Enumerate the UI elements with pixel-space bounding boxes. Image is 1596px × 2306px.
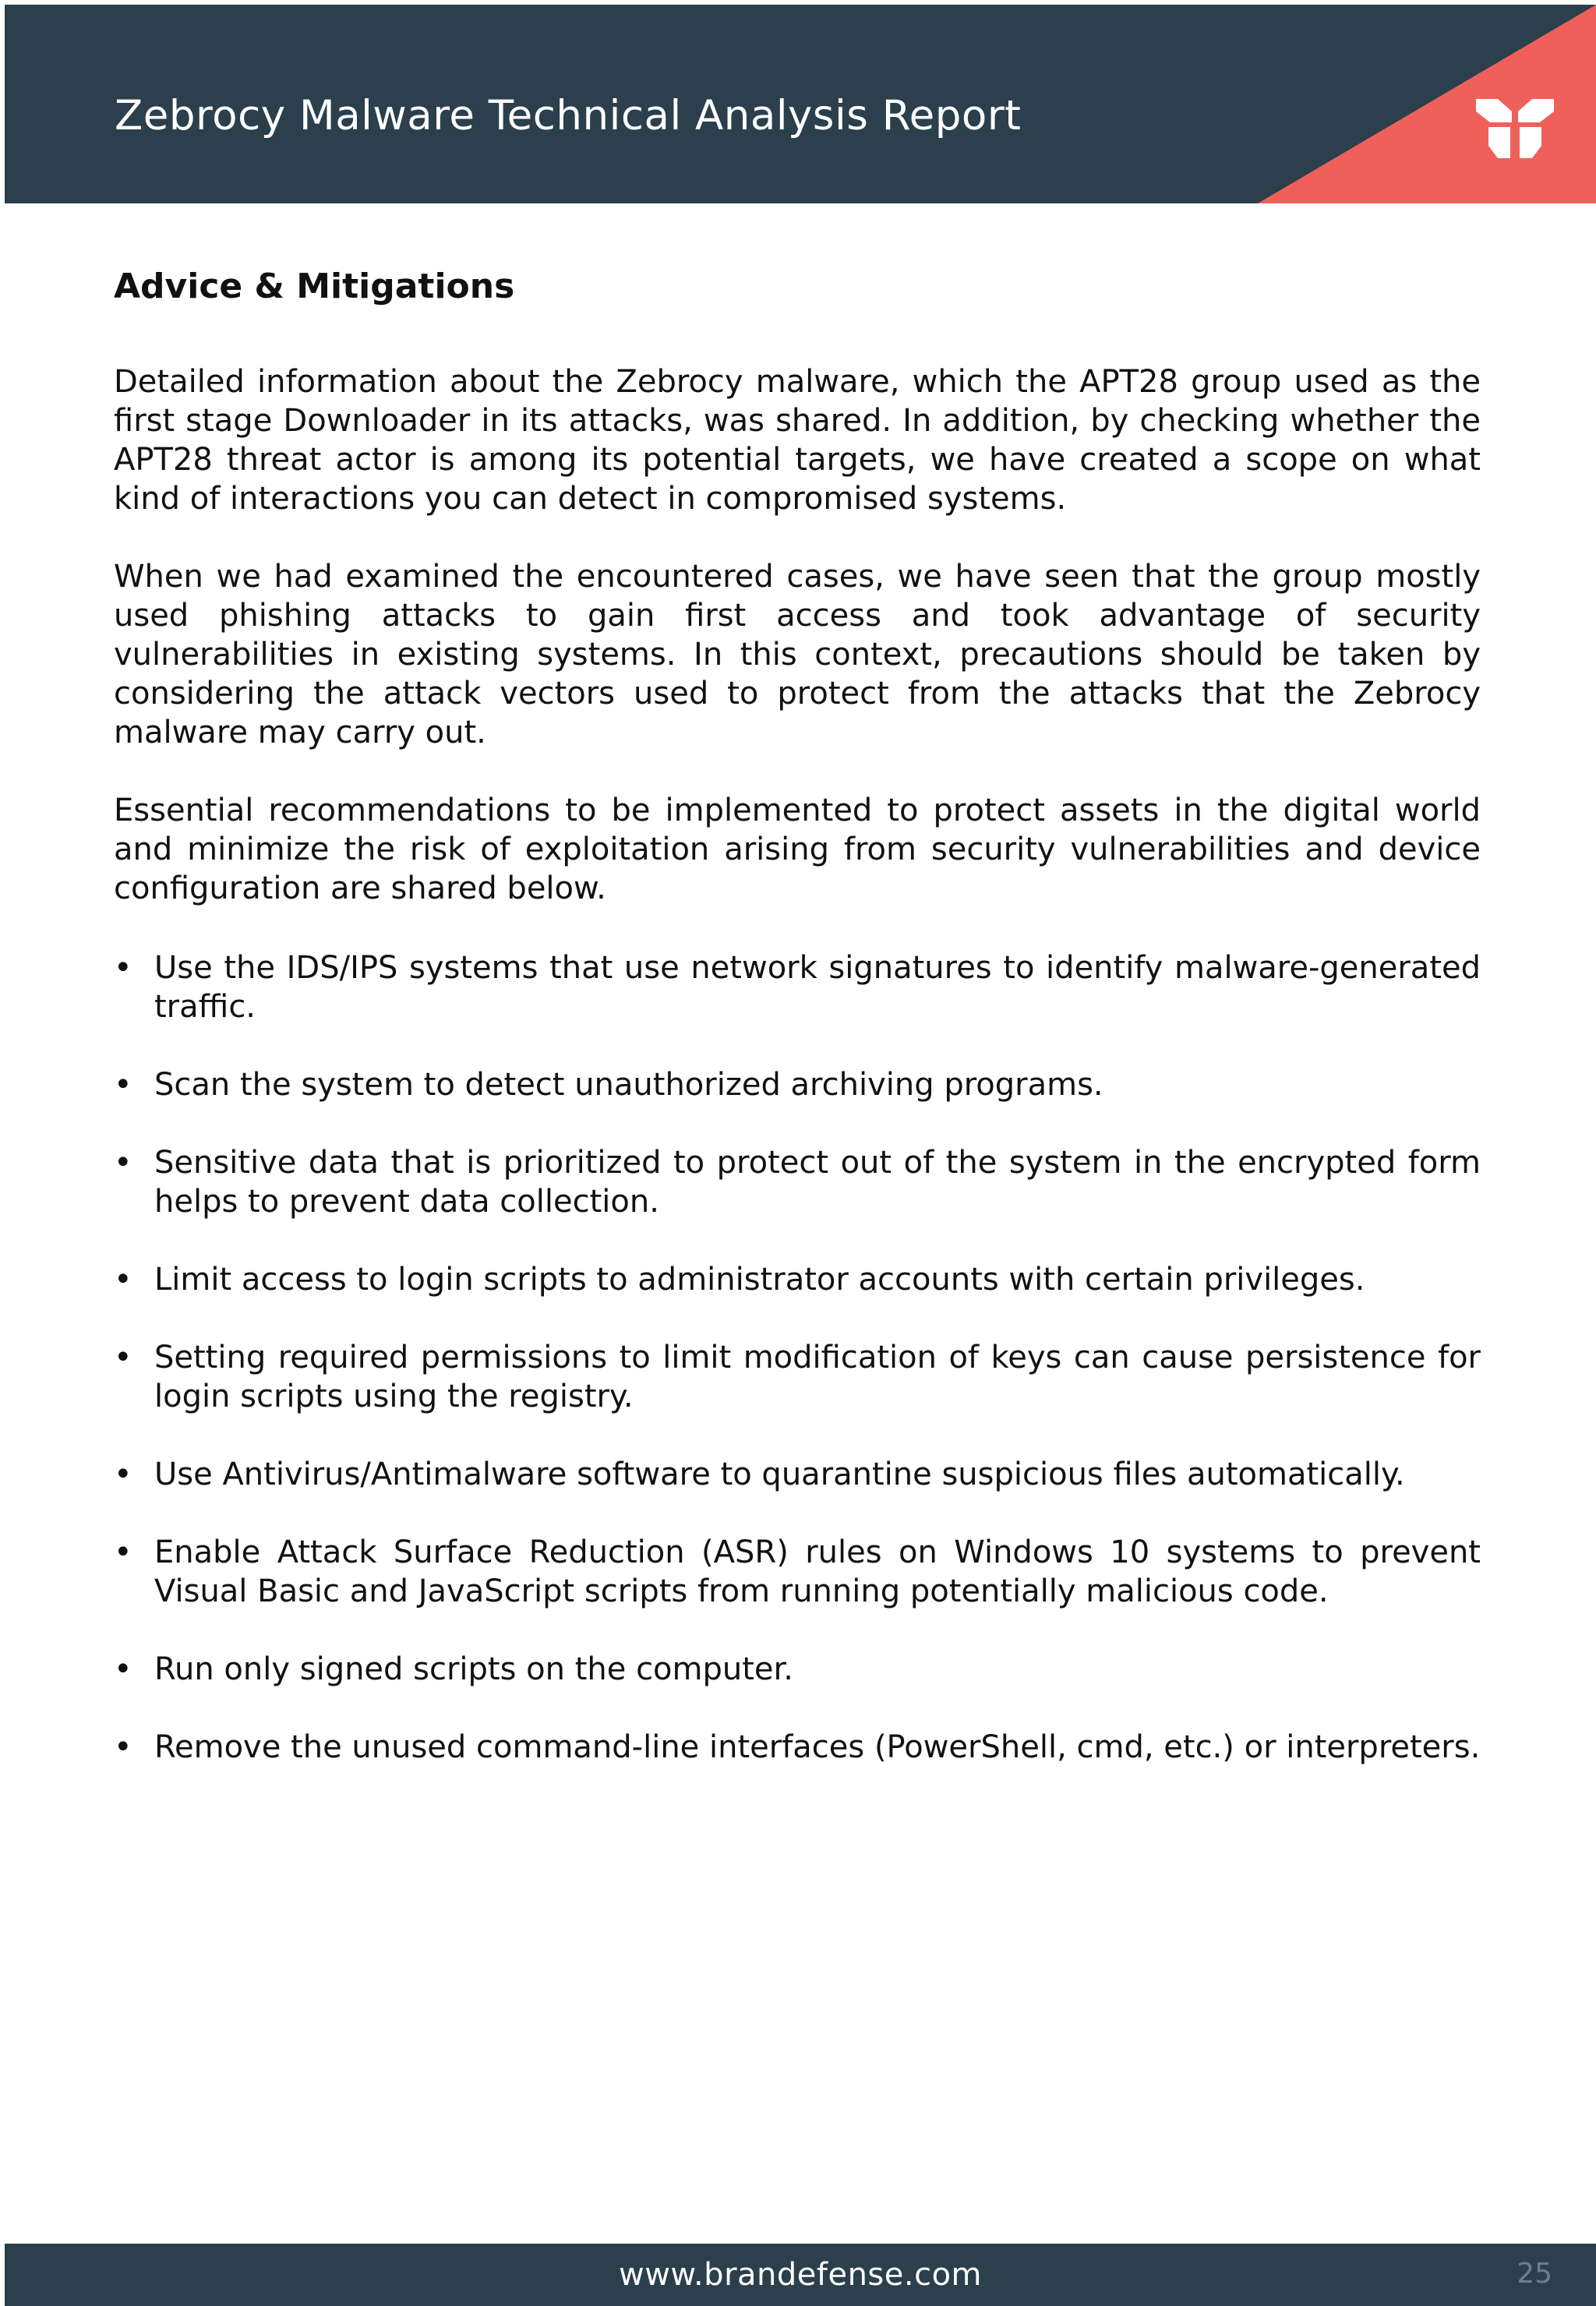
list-item <box>114 1143 1481 1221</box>
recommendations-intro-paragraph: Essential recommendations to be implemented to protect assets in the digital world and minimize the risk of exploitation arising from security vulnerabilities and device configuration are shared below. <box>114 793 1481 906</box>
list-item-text: Sensitive data that is prioritized to protect out of the system in the encrypted form helps to prevent data collection. <box>154 1145 1481 1220</box>
bullet-icon: • <box>114 1729 132 1765</box>
bullet-icon: • <box>114 1262 132 1298</box>
bullet-icon: • <box>114 1340 132 1375</box>
list-item-text: Use the IDS/IPS systems that use network signatures to identify malware-generated traffic. <box>154 950 1481 1025</box>
list-item <box>114 1728 1481 1767</box>
bullet-icon: • <box>114 1651 132 1687</box>
list-item-text: Use Antivirus/Antimalware software to quarantine suspicious files automatically. <box>154 1457 1405 1492</box>
list-item-text: Remove the unused command-line interfaces (PowerShell, cmd, etc.) or interpreters. <box>154 1729 1481 1765</box>
list-item-text: Enable Attack Surface Reduction (ASR) rules on Windows 10 systems to prevent Visual Basic and JavaScript scripts from running potentially malicious code. <box>154 1534 1481 1609</box>
list-item <box>114 1533 1481 1611</box>
list-item <box>114 1338 1481 1416</box>
list-item-text: Scan the system to detect unauthorized archiving programs. <box>154 1067 1103 1103</box>
page-number: 25 <box>1517 2258 1552 2290</box>
bullet-icon: • <box>114 1534 132 1570</box>
list-item <box>114 1065 1481 1104</box>
website-link[interactable]: www.brandefense.com <box>618 2257 983 2293</box>
bullet-icon: • <box>114 950 132 986</box>
brandefense-logo-icon <box>1474 94 1555 161</box>
list-item-text: Run only signed scripts on the computer. <box>154 1651 794 1687</box>
list-item-text: Setting required permissions to limit modification of keys can cause persistence for login scripts using the registry. <box>154 1340 1481 1414</box>
context-paragraph: When we had examined the encountered cases, we have seen that the group mostly used phishing attacks to gain first access and took advantage of security vulnerabilities in existing systems. In this context, precautions should be taken by considering the attack vectors used to protect from the attacks that the Zebrocy malware may carry out. <box>114 559 1481 750</box>
list-item <box>114 1260 1481 1299</box>
list-item <box>114 1455 1481 1494</box>
section-heading: Advice & Mitigations <box>114 267 515 306</box>
bullet-icon: • <box>114 1145 132 1181</box>
intro-paragraph: Detailed information about the Zebrocy malware, which the APT28 group used as the first stage Downloader in its attacks, was shared. In addition, by checking whether the APT28 threat actor is among its potential targets, we have created a scope on what kind of interactions you can detect in compromised systems. <box>114 364 1481 517</box>
recommendations-list <box>114 948 1481 1806</box>
list-item <box>114 1650 1481 1689</box>
bullet-icon: • <box>114 1457 132 1492</box>
list-item <box>114 948 1481 1026</box>
bullet-icon: • <box>114 1067 132 1103</box>
report-title: Zebrocy Malware Technical Analysis Report <box>115 92 1022 139</box>
page-header <box>5 5 1596 203</box>
page-footer <box>5 2244 1596 2306</box>
list-item-text: Limit access to login scripts to administrator accounts with certain privileges. <box>154 1262 1365 1298</box>
